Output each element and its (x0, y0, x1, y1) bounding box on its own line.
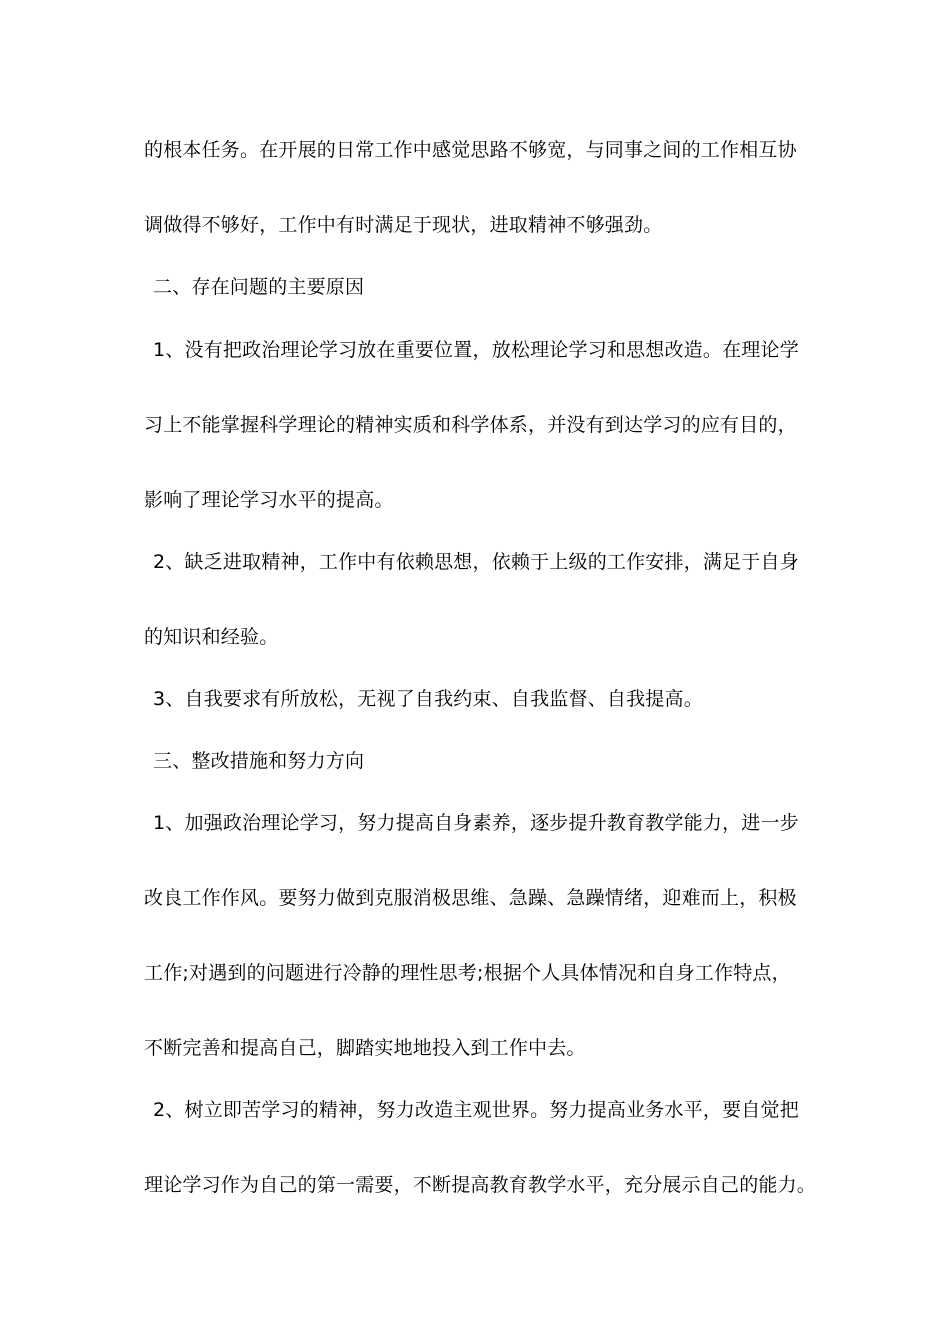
body-text-line: 改良工作作风。要努力做到克服消极思维、急躁、急躁情绪，迎难而上，积极 (144, 887, 797, 909)
body-text-line: 的知识和经验。 (144, 626, 279, 648)
list-item-text: 1、加强政治理论学习，努力提高自身素养，逐步提升教育教学能力，进一步 (153, 812, 799, 834)
body-text-line: 不断完善和提高自己，脚踏实地地投入到工作中去。 (144, 1037, 586, 1059)
section-heading: 三、整改措施和努力方向 (153, 750, 365, 772)
section-heading: 二、存在问题的主要原因 (153, 276, 365, 298)
body-text-line: 影响了理论学习水平的提高。 (144, 489, 394, 511)
list-item-text: 2、树立即苦学习的精神，努力改造主观世界。努力提高业务水平，要自觉把 (153, 1099, 799, 1121)
body-text-line: 工作;对遇到的问题进行冷静的理性思考;根据个人具体情况和自身工作特点， (144, 962, 791, 984)
body-text-line: 理论学习作为自己的第一需要，不断提高教育教学水平，充分展示自己的能力。 (144, 1174, 817, 1196)
list-item-text: 2、缺乏进取精神，工作中有依赖思想，依赖于上级的工作安排，满足于自身 (153, 551, 799, 573)
body-text-line: 调做得不够好，工作中有时满足于现状，进取精神不够强劲。 (144, 214, 663, 236)
body-text-line: 习上不能掌握科学理论的精神实质和科学体系，并没有到达学习的应有目的， (144, 414, 797, 436)
body-text-line: 的根本任务。在开展的日常工作中感觉思路不够宽，与同事之间的工作相互协 (144, 139, 797, 161)
list-item-text: 1、没有把政治理论学习放在重要位置，放松理论学习和思想改造。在理论学 (153, 339, 799, 361)
list-item-text: 3、自我要求有所放松，无视了自我约束、自我监督、自我提高。 (153, 688, 703, 710)
